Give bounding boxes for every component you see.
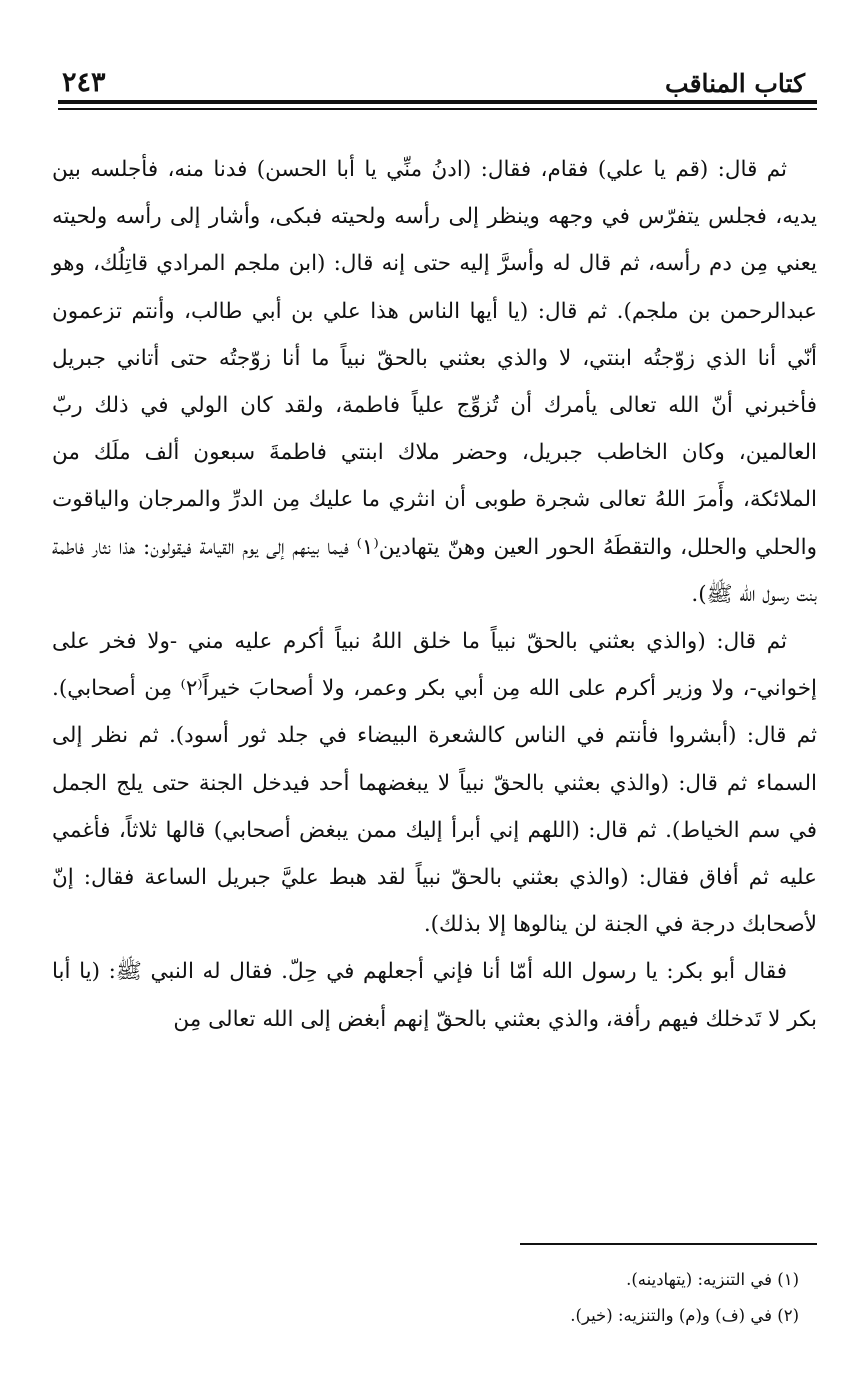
footnotes (50, 1262, 799, 1334)
header-rule-thin (58, 108, 817, 110)
paragraph-1: ثم قال: (قم يا علي) فقام، فقال: (ادنُ منِّي يا أبا الحسن) فدنا منه، فأجلسه بين يديه، فجلس يتفرّس في وجهه وينظر إلى رأسه ولحيته فبكى، وأشار إلى رأسه ولحيته يعني مِن دم رأسه، ثم قال له وأسرَّ إليه حتى إنه قال: (ابن ملجم المرادي قاتِلُك، وهو عبدالرحمن بن ملجم). ثم قال: (يا أيها الناس هذا علي بن أبي طالب، وأنتم تزعمون أنّي أنا الذي زوّجتُه ابنتي، لا والذي بعثني بالحقّ نبياً ما أنا زوّجتُه حتى أتاني جبريل فأخبرني أنّ الله تعالى يأمرك أن تُزوِّج علياً فاطمة، ولقد كان الولي في ذلك ربّ العالمين، وكان الخاطب جبريل، وحضر ملاك ابنتي فاطمةَ سبعون ألف ملَك من الملائكة، وأَمرَ اللهُ تعالى شجرة طوبى أن انثري ما عليك مِن الدرِّ والمرجان والياقوت والحلي والحلل، والتقطَهُ الحور العين وهنّ يتهادين⁽١⁾ فيما بينهم إلى يوم القيامة فيقولون: هذا نثار فاطمة بنت رسول الله ﷺ). (52, 157, 817, 607)
paragraph-3: فقال أبو بكر: يا رسول الله أمّا أنا فإني أجعلهم في حِلّ. فقال له النبي ﷺ: (يا أبا بكر لا تَدخلك فيهم رأفة، والذي بعثني بالحقّ إنهم أبغض إلى الله تعالى مِن (52, 959, 817, 1032)
page-header (62, 52, 805, 96)
footnote-1: (١) في التنزيه: (يتهادينه). (626, 1270, 799, 1289)
footnote-2: (٢) في (ف) و(م) والتنزيه: (خير). (570, 1306, 799, 1325)
running-title: كتاب المناقب (665, 69, 805, 98)
header-rule-thick (58, 100, 817, 104)
main-text (52, 146, 817, 1043)
page-number: ٢٤٣ (62, 67, 106, 98)
paragraph-2: ثم قال: (والذي بعثني بالحقّ نبياً ما خلق اللهُ نبياً أكرم عليه مني -ولا فخر على إخواني-، ولا وزير أكرم على الله مِن أبي بكر وعمر، ولا أصحابَ خيراً⁽٢⁾ مِن أصحابي). ثم قال: (أبشروا فأنتم في الناس كالشعرة البيضاء في جلد ثور أسود). ثم نظر إلى السماء ثم قال: (والذي بعثني بالحقّ نبياً لا يبغضهما أحد فيدخل الجنة حتى يلج الجمل في سم الخياط). ثم قال: (اللهم إني أبرأ إليك ممن يبغض أصحابي) قالها ثلاثاً، فأغمي عليه ثم أفاق فقال: (والذي بعثني بالحقّ نبياً لقد هبط عليَّ جبريل الساعة فقال: إنّ لأصحابك درجة في الجنة لن ينالوها إلا بذلك). (52, 629, 817, 938)
footnote-separator (520, 1243, 817, 1245)
